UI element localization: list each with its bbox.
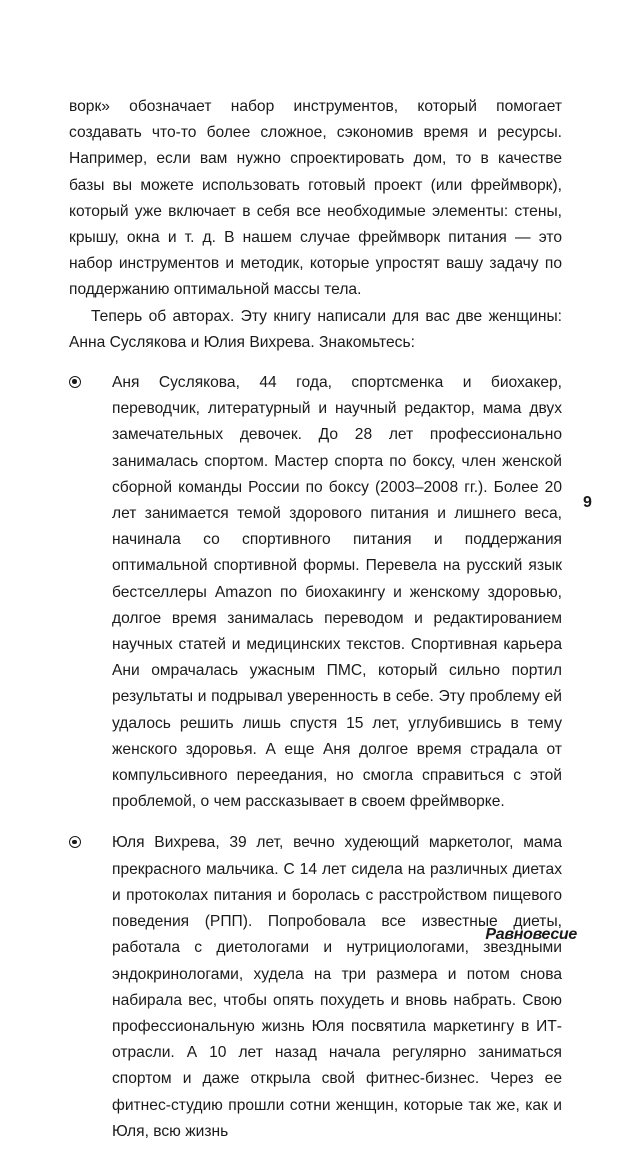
circle-bullet-icon bbox=[69, 376, 81, 388]
bullet-text-2: Юля Вихрева, 39 лет, вечно худеющий маркетолог, мама прекрасного мальчика. С 14 лет сидела на различных диетах и протоколах питания и боролась с расстройством пищевого поведения (РПП). Попробовала все известные диеты, работала с диетологами и нутрициологами, звездными эндокринологами, худела на три размера и потом снова набирала вес, чтобы опять похудеть и вновь набрать. Свою профессиональную жизнь Юля посвятила маркетингу в ИТ-отрасли. А 10 лет назад начала регулярно заниматься спортом и даже открыла свой фитнес-бизнес. Через ее фитнес-студию прошли сотни женщин, которые так же, как и Юля, всю жизнь bbox=[112, 834, 562, 1140]
list-item bbox=[69, 830, 562, 1144]
paragraph-2: Теперь об авторах. Эту книгу написали для вас две женщины: Анна Суслякова и Юлия Вихрева. Знакомьтесь: bbox=[69, 307, 562, 351]
author-list bbox=[69, 370, 562, 1145]
page-number: 9 bbox=[583, 494, 592, 511]
paragraph-1: ворк» обозначает набор инструментов, который помогает создавать что-то более сложное, сэкономив время и ресурсы. Например, если вам нужно спроектировать дом, то в качестве базы вы можете использовать готовый проект (или фреймворк), который уже включает в себя все необходимые элементы: стены, крышу, окна и т. д. В нашем случае фреймворк питания — это набор инструментов и методик, которые упростят вашу задачу по поддержанию оптимальной массы тела. bbox=[69, 98, 562, 299]
publisher-imprint: Равновесие bbox=[485, 926, 577, 943]
bullet-text-1: Аня Суслякова, 44 года, спортсменка и биохакер, переводчик, литературный и научный редактор, мама двух замечательных девочек. До 28 лет профессионально занималась спортом. Мастер спорта по боксу, член женской сборной команды России по боксу (2003–2008 гг.). Более 20 лет занимается темой здорового питания и лишнего веса, начинала со спортивного питания и поддержания оптимальной спортивной формы. Перевела на русский язык бестселлеры Amazon по биохакингу и женскому здоровью, долгое время занималась переводом и редактированием научных статей и медицинских текстов. Спортивная карьера Ани омрачалась ужасным ПМС, который сильно портил результаты и подрывал уверенность в себе. Эту проблему ей удалось решить лишь спустя 15 лет, углубившись в тему женского здоровья. А еще Аня долгое время страдала от компульсивного переедания, но смогла справиться с этой проблемой, о чем рассказывает в своем фреймворке. bbox=[112, 374, 562, 811]
circle-bullet-icon bbox=[69, 836, 81, 848]
page-text bbox=[69, 94, 562, 1160]
list-item bbox=[69, 370, 562, 815]
